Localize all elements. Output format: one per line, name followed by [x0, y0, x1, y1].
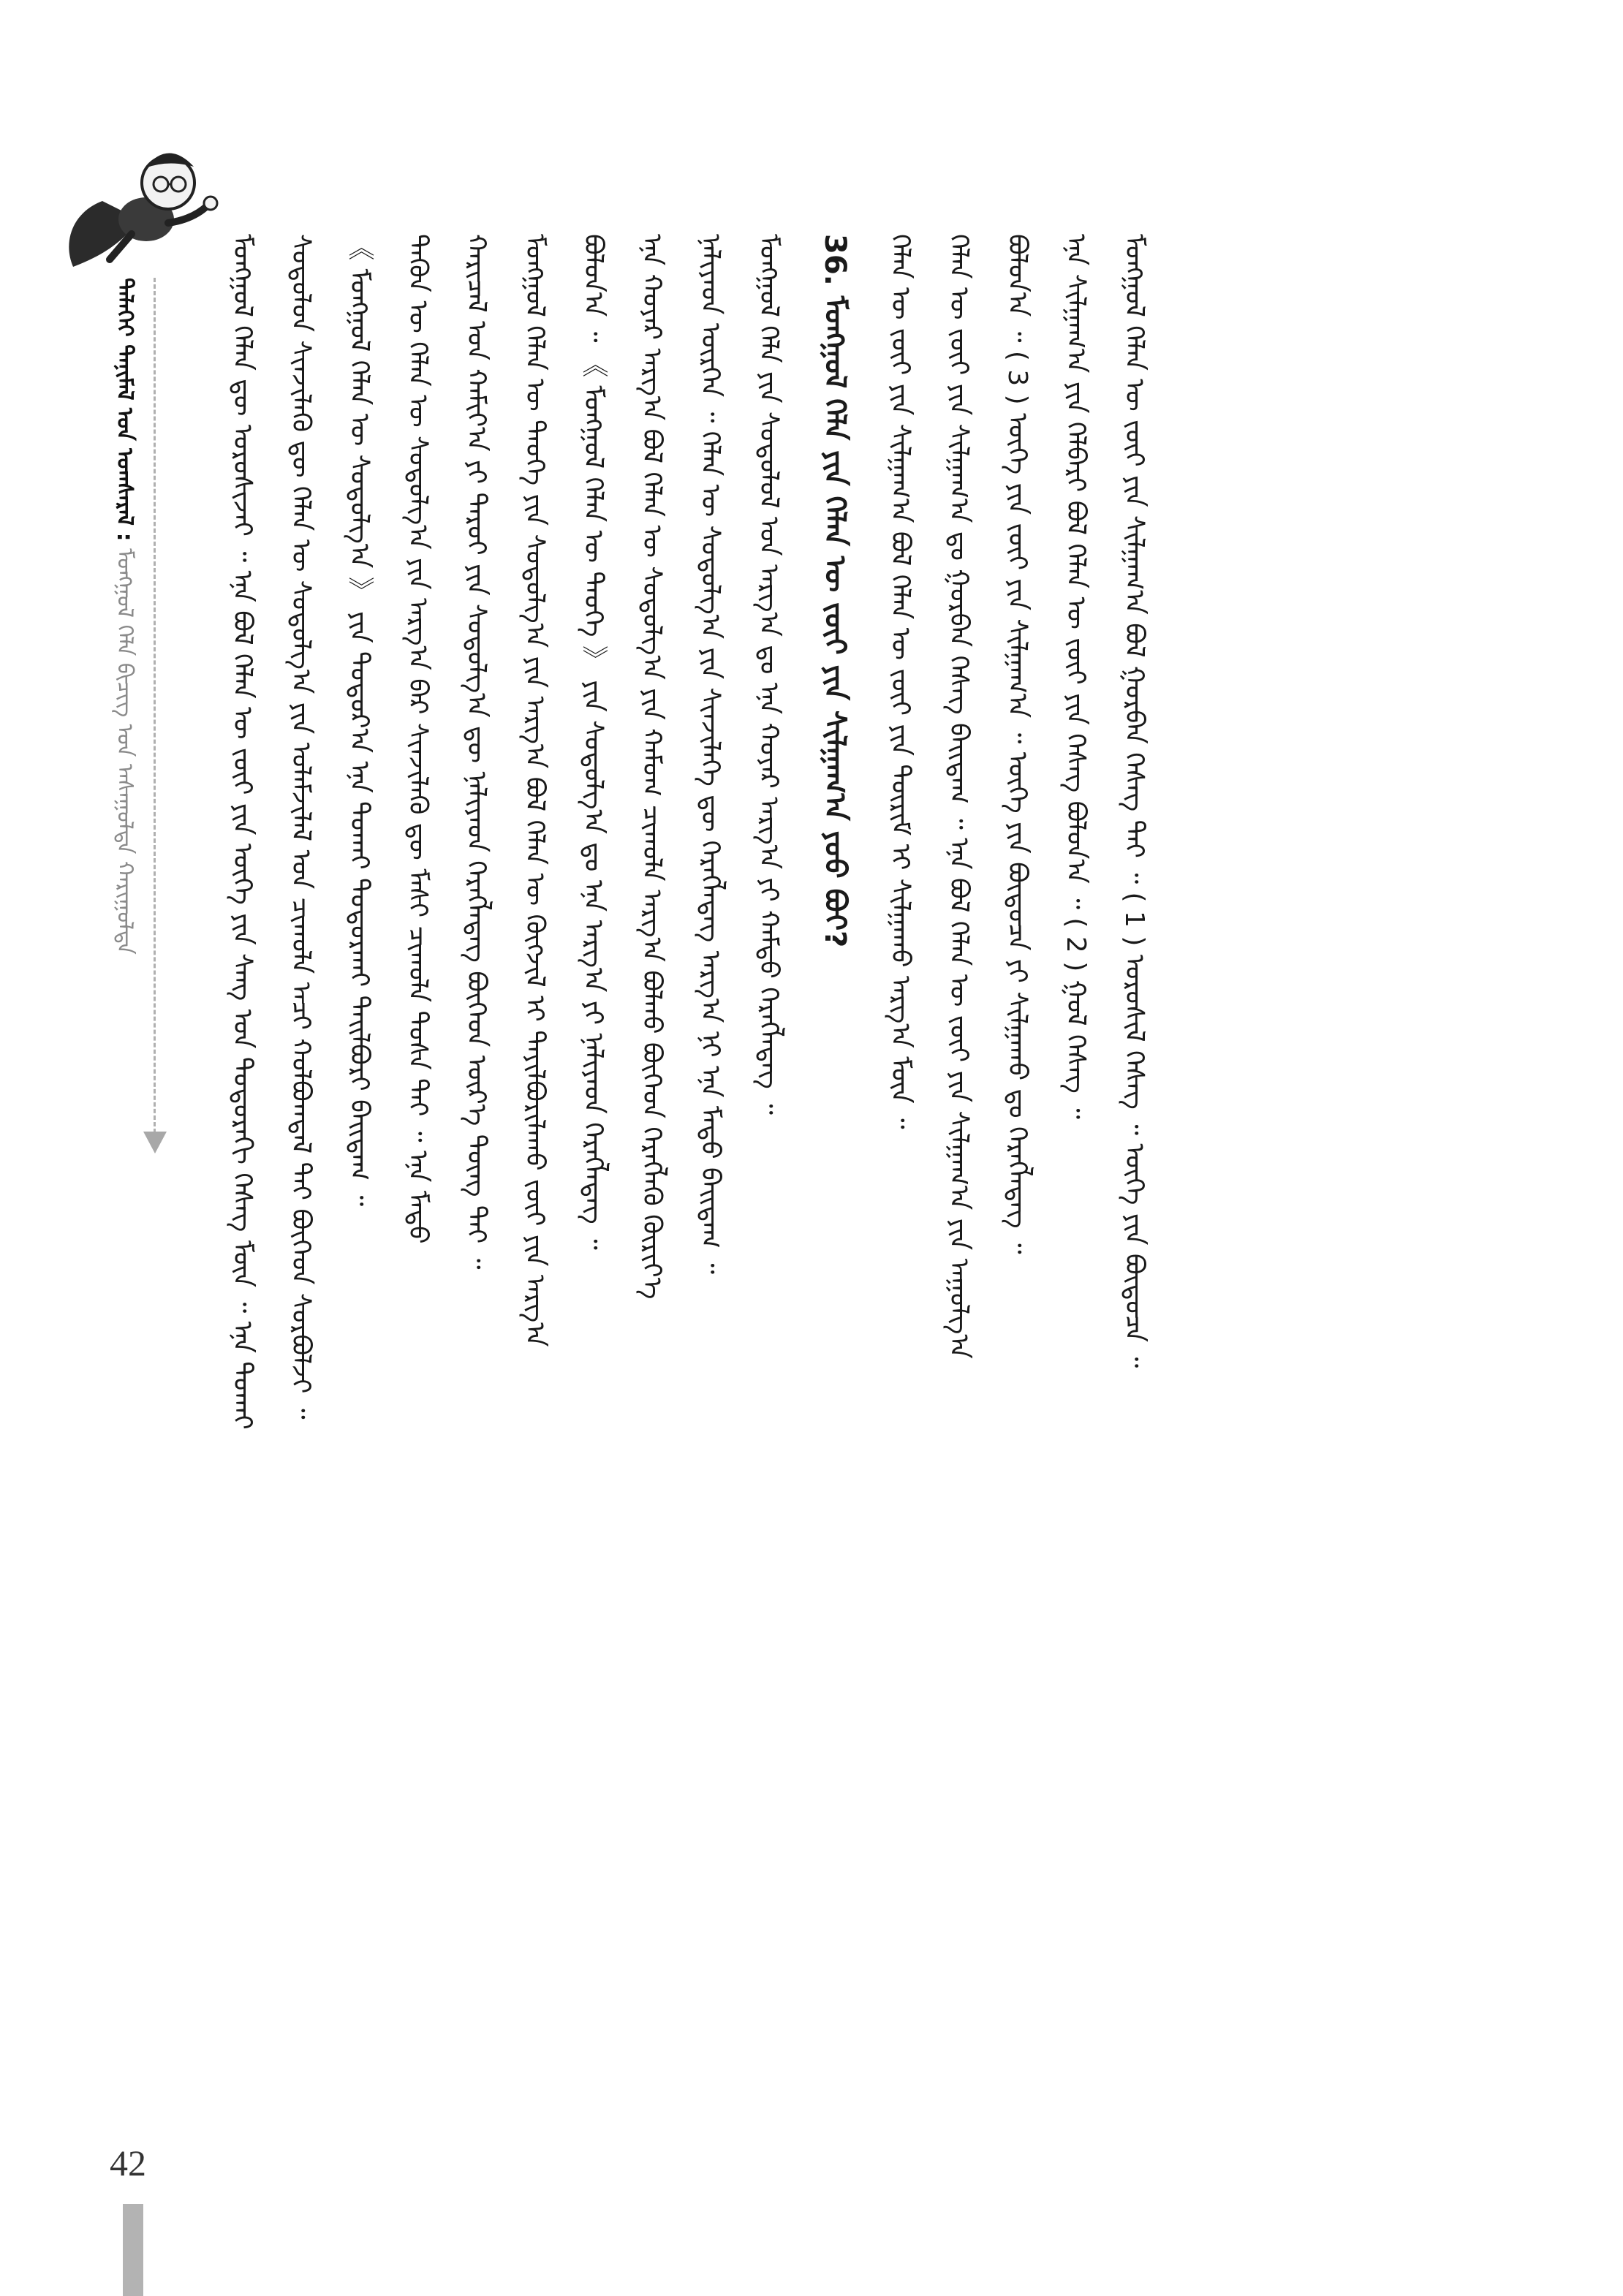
text-column: ᠲᠡᠭᠦᠨ ᠦ ᠬᠡᠯᠡᠨ ᠦ ᠰᠤᠳᠤᠯᠭ᠎ᠠ ᠶᠢᠨ ᠠᠷᠭ᠎ᠠ ᠪᠠᠷ ᠰᠢᠨᠵᠢᠯᠡᠬᠦ ᠳᠦ ᠮᠠᠰᠢ ᠴᠢᠬᠤᠯᠠ ᠲᠤᠰᠠ ᠲᠠᠢ ᠃ ᠡᠨᠡ ᠮᠡᠲᠦ — [403, 234, 433, 1244]
text-column: ᠬᠡᠯᠡᠨ ᠦ ᠵᠦᠢ ᠶᠢᠨ ᠰᠢᠯᠭᠠᠭ᠎ᠠ ᠪᠣᠯ ᠬᠡᠯᠡᠨ ᠦ ᠵᠦᠢ ᠶᠢᠨ ᠳᠦᠷᠢᠮ ᠢ ᠰᠢᠯᠭᠠᠬᠤ ᠠᠷᠭ᠎ᠠ ᠮᠥᠨ ᠃ — [885, 234, 915, 1129]
text-column: ᠪᠣᠯᠤᠨ᠎ᠠ ᠃ 《 ᠮᠣᠩᠭᠣᠯ ᠬᠡᠯᠡᠨ ᠦ ᠲᠡᠦᠬᠡ 》 ᠶᠢᠨ ᠰᠤᠳᠤᠯᠭ᠎ᠠ ᠳᠤ ᠡᠨᠡ ᠠᠷᠭ᠎ᠠ ᠶᠢ ᠨᠡᠯᠢᠶᠡᠳ ᠬᠡᠷᠡᠭᠯᠡᠳᠡᠭ ᠃ — [578, 234, 608, 1250]
section-heading: 36. ᠮᠣᠩᠭᠣᠯ ᠬᠡᠯᠡ ᠶᠢᠨ ᠬᠡᠯᠡᠨ ᠦ ᠵᠦᠢ ᠶᠢᠨ ᠰᠢᠯᠭᠠᠭ᠎ᠠ ᠶᠤᠤ ᠪᠣᠢ? — [818, 234, 852, 948]
text-column: ᠬᠡᠯᠡᠨ ᠦ ᠵᠦᠢ ᠶᠢᠨ ᠰᠢᠯᠭᠠᠭ᠎ᠠ ᠳᠤ ᠭᠤᠷᠪᠠᠨ ᠬᠡᠰᠡᠭ ᠪᠠᠢᠳᠠᠭ ᠃ ᠡᠨᠡ ᠪᠣᠯ ᠬᠡᠯᠡᠨ ᠦ ᠵᠦᠢ ᠶᠢᠨ ᠰᠢᠯᠭᠠᠭ᠎ᠠ ᠶᠢᠨ ᠠᠭᠤᠯᠭ᠎ᠠ — [944, 234, 974, 1359]
running-header — [102, 278, 146, 1184]
text-column: ᠡᠨᠡ ᠰᠢᠯᠭᠠᠭ᠎ᠠ ᠶᠢᠨ ᠬᠡᠯᠪᠡᠷᠢ ᠪᠣᠯ ᠬᠡᠯᠡᠨ ᠦ ᠵᠦᠢ ᠶᠢᠨ ᠬᠡᠰᠡᠭ ᠪᠣᠯᠤᠨ᠎ᠠ ᠃ ( 2 ) ᠭᠣᠯ ᠬᠡᠰᠡᠭ ᠃ — [1061, 234, 1091, 1119]
text-column: ᠮᠣᠩᠭᠣᠯ ᠬᠡᠯᠡ ᠶᠢᠨ ᠰᠤᠳᠤᠯᠤᠯ ᠤᠨ ᠠᠷᠭ᠎ᠠ ᠳᠤ ᠡᠨᠡ ᠬᠣᠶᠠᠷ ᠠᠷᠭ᠎ᠠ ᠶᠢ ᠬᠠᠮᠲᠤ ᠬᠡᠷᠡᠭᠯᠡᠳᠡᠭ ᠃ — [754, 234, 784, 1115]
text-column: ᠡᠨᠡ ᠬᠣᠶᠠᠷ ᠠᠷᠭ᠎ᠠ ᠪᠣᠯ ᠬᠡᠯᠡᠨ ᠦ ᠰᠤᠳᠤᠯᠭ᠎ᠠ ᠶᠢᠨ ᠬᠠᠮᠤᠭ ᠴᠢᠬᠤᠯᠠ ᠠᠷᠭ᠎ᠠ ᠪᠣᠯᠬᠤ ᠪᠥᠭᠡᠳ ᠬᠡᠷᠡᠭᠯᠡᠬᠦ ᠬᠦᠷᠢᠶ᠎ᠡ — [637, 234, 667, 1300]
book-title: ᠮᠣᠩᠭᠣᠯ ᠬᠡᠯᠡ ᠪᠢᠴᠢᠭ ᠤᠨ ᠠᠰᠠᠭᠤᠯᠲᠠ ᠬᠠᠷᠢᠭᠤᠯᠲᠠ — [112, 548, 137, 955]
text-column: 《 ᠮᠣᠩᠭᠣᠯ ᠬᠡᠯᠡᠨ ᠦ ᠰᠤᠳᠤᠯᠭ᠎ᠠ 》 ᠶᠢᠨ ᠳᠣᠲᠣᠷ᠎ᠠ ᠡᠨᠡ ᠲᠤᠬᠠᠢ ᠲᠣᠳᠣᠷᠬᠠᠢ ᠲᠠᠢᠯᠪᠤᠷᠢ ᠪᠠᠢᠳᠠᠭ ᠃ — [344, 234, 374, 1207]
mascot-illustration — [58, 132, 227, 278]
header-dashed-divider — [154, 278, 156, 1133]
header-separator: : — [112, 532, 137, 542]
text-column: ᠨᠡᠯᠢᠶᠡᠳ ᠥᠷᠭᠡᠨ ᠃ ᠬᠡᠯᠡᠨ ᠦ ᠰᠤᠳᠤᠯᠭ᠎ᠠ ᠶᠢᠨ ᠰᠢᠨᠵᠢᠯᠡᠭᠡ ᠳᠦ ᠬᠡᠷᠡᠭᠯᠡᠳᠡᠭ ᠠᠷᠭ᠎ᠠ ᠨᠢ ᠡᠨᠡ ᠮᠡᠲᠦ ᠪᠠᠢᠳᠠᠭ ᠃ — [695, 234, 725, 1274]
page-edge-tab — [123, 2204, 143, 2296]
text-column: ᠮᠣᠩᠭᠣᠯ ᠬᠡᠯᠡᠨ ᠦ ᠵᠦᠢ ᠶᠢᠨ ᠰᠢᠯᠭᠠᠭ᠎ᠠ ᠪᠣᠯ ᠭᠤᠷᠪᠠᠨ ᠬᠡᠰᠡᠭ ᠲᠡᠢ ᠃ ( 1 ) ᠣᠷᠣᠰᠢᠯ ᠬᠡᠰᠡᠭ ᠃ ᠦᠭᠡ ᠶᠢᠨ ᠪᠦᠲᠦᠴᠡ ᠃ — [1119, 234, 1149, 1368]
text-column: ᠮᠣᠩᠭᠣᠯ ᠬᠡᠯᠡᠨ ᠦ ᠲᠡᠦᠬᠡ ᠶᠢᠨ ᠰᠤᠳᠤᠯᠭ᠎ᠠ ᠶᠢᠨ ᠠᠷᠭ᠎ᠠ ᠪᠣᠯ ᠬᠡᠯᠡᠨ ᠦ ᠬᠥᠭᠵᠢᠯ ᠢ ᠲᠠᠶᠢᠯᠪᠤᠷᠢᠯᠠᠬᠤ ᠵᠦᠢ ᠶᠢᠨ ᠠᠷᠭ᠎ᠠ — [520, 234, 550, 1347]
text-column: ᠪᠣᠯᠤᠨ᠎ᠠ ᠃ ( 3 ) ᠦᠭᠡ ᠶᠢᠨ ᠵᠦᠢ ᠶᠢᠨ ᠰᠢᠯᠭᠠᠭ᠎ᠠ ᠃ ᠦᠭᠡ ᠶᠢᠨ ᠪᠦᠲᠦᠴᠡ ᠶᠢ ᠰᠢᠯᠭᠠᠬᠤ ᠳᠤ ᠬᠡᠷᠡᠭᠯᠡᠳᠡᠭ ᠃ — [1002, 234, 1032, 1254]
text-column: ᠮᠣᠩᠭᠣᠯ ᠬᠡᠯᠡᠨ ᠳᠦ ᠣᠷᠣᠰᠢᠵᠠᠢ ᠃ ᠡᠨᠡ ᠪᠣᠯ ᠬᠡᠯᠡᠨ ᠦ ᠵᠦᠢ ᠶᠢᠨ ᠦᠭᠡ ᠶᠢᠨ ᠰᠠᠩ ᠤᠨ ᠳᠣᠲᠣᠷᠠᠬᠢ ᠬᠡᠰᠡᠭ ᠮᠥᠨ ᠃ ᠡᠨᠡ ᠲᠤᠬᠠᠢ — [227, 234, 257, 1430]
page-number: 42 — [110, 2142, 146, 2183]
text-column: ᠰᠤᠳᠤᠯᠤᠨ ᠰᠢᠨᠵᠢᠯᠡᠬᠦ ᠳᠦ ᠬᠡᠯᠡᠨ ᠦ ᠰᠤᠳᠤᠯᠭ᠎ᠠ ᠶᠢᠨ ᠤᠯᠠᠮᠵᠢᠯᠠᠯ ᠤᠨ ᠴᠢᠬᠤᠯᠠ ᠠᠴᠢ ᠬᠣᠯᠪᠣᠭᠳᠠᠯ ᠲᠠᠢ ᠪᠥᠭᠡᠳ ᠰᠤᠷᠪᠤᠯᠵᠢ ᠃ — [286, 234, 316, 1420]
text-column: ᠬᠠᠷᠢᠴᠠᠯ ᠤᠨ ᠬᠠᠮᠢᠶ᠎ᠠ ᠶᠢ ᠳᠠᠷᠤᠢ ᠶᠢᠨ ᠰᠤᠳᠤᠯᠭ᠎ᠠ ᠳᠦ ᠨᠡᠯᠢᠶᠡᠳ ᠬᠡᠷᠡᠭᠯᠡᠳᠡᠭ ᠪᠥᠭᠡᠳ ᠦᠷ᠎ᠡ ᠳᠦᠩ ᠲᠠᠢ ᠃ — [461, 234, 491, 1270]
header-arrow-icon — [143, 1132, 167, 1153]
section-title: ᠲᠡᠯᠡᠭᠡᠢ ᠲᠠᠨᠢᠮᠠᠯ ᠤᠨ ᠤᠭᠰᠠᠷᠠᠯ — [112, 278, 137, 526]
